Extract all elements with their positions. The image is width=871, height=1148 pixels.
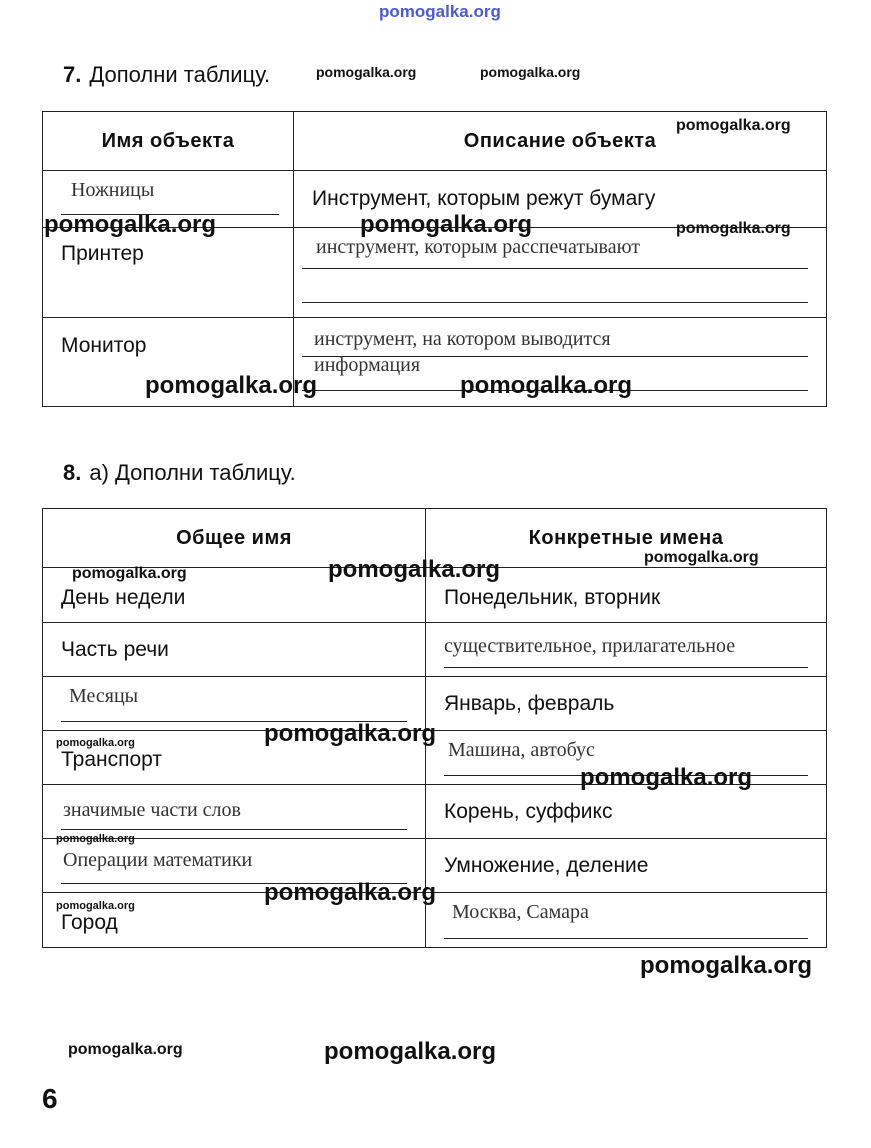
task7-col2-header: Описание объекта	[294, 112, 827, 171]
task7-title: Дополни таблицу.	[89, 62, 271, 87]
task8-col2-header: Конкретные имена	[426, 509, 827, 568]
watermark: pomogalka.org	[316, 64, 417, 80]
task8-row6-specific: Умножение, деление	[426, 839, 827, 893]
task8-row7-general: Город	[43, 893, 426, 948]
watermark: pomogalka.org	[676, 117, 791, 134]
watermark: pomogalka.org	[56, 737, 135, 749]
task8-heading	[63, 460, 296, 486]
task8-row3-specific: Январь, февраль	[426, 677, 827, 731]
watermark: pomogalka.org	[644, 549, 759, 566]
task7-col1-header: Имя объекта	[43, 112, 294, 171]
task8-number: 8.	[63, 460, 82, 485]
watermark: pomogalka.org	[264, 879, 437, 906]
task7-table	[42, 111, 827, 407]
task8-row2-specific-cell	[426, 623, 827, 677]
watermark: pomogalka.org	[72, 565, 187, 582]
answer-line	[61, 829, 407, 830]
task7-row2-desc-cell	[294, 228, 827, 318]
page-number: 6	[42, 1083, 58, 1114]
task8-title: а) Дополни таблицу.	[89, 460, 296, 485]
task7-row1-name: Ножницы	[71, 179, 155, 201]
task7-heading	[63, 62, 270, 88]
task8-row1-specific: Понедельник, вторник	[426, 568, 827, 623]
task7-row2-desc: инструмент, которым расспечатывают	[316, 236, 641, 258]
task7-row2-name: Принтер	[43, 228, 294, 318]
task8-row6-general: Операции математики	[63, 849, 253, 871]
top-watermark: pomogalka.org	[379, 2, 501, 21]
task7-row3-name: Монитор	[43, 318, 294, 407]
watermark: pomogalka.org	[460, 372, 633, 399]
task7-row3-desc: инструмент, на котором выводится информация	[314, 328, 611, 376]
task8-row3-general: Месяцы	[69, 685, 139, 707]
task8-row5-general: значимые части слов	[63, 799, 241, 821]
watermark: pomogalka.org	[640, 952, 813, 979]
watermark: pomogalka.org	[44, 211, 217, 238]
watermark: pomogalka.org	[264, 720, 437, 747]
watermark: pomogalka.org	[56, 833, 135, 845]
watermark: pomogalka.org	[145, 372, 318, 399]
watermark: pomogalka.org	[580, 764, 753, 791]
answer-line	[444, 938, 808, 939]
task7-row	[43, 228, 827, 318]
task8-row	[43, 785, 827, 839]
answer-line	[302, 356, 808, 357]
task8-row2-specific: существительное, прилагательное	[444, 635, 736, 657]
watermark: pomogalka.org	[676, 220, 791, 237]
watermark: pomogalka.org	[324, 1038, 497, 1065]
answer-line	[302, 268, 808, 269]
answer-line	[444, 667, 808, 668]
task8-col1-header: Общее имя	[43, 509, 426, 568]
watermark: pomogalka.org	[328, 556, 501, 583]
task8-row5-specific: Корень, суффикс	[426, 785, 827, 839]
task7-number: 7.	[63, 62, 82, 87]
task8-row4-general: Транспорт	[43, 731, 426, 785]
task8-row7-specific-cell	[426, 893, 827, 948]
task8-row2-general: Часть речи	[43, 623, 426, 677]
task8-row5-general-cell	[43, 785, 426, 839]
watermark: pomogalka.org	[480, 64, 581, 80]
watermark: pomogalka.org	[360, 211, 533, 238]
answer-line	[302, 302, 808, 303]
task8-row7-specific: Москва, Самара	[452, 901, 589, 923]
task8-row4-specific: Машина, автобус	[448, 739, 595, 761]
watermark: pomogalka.org	[68, 1041, 183, 1058]
task8-row1-general: День недели	[43, 568, 426, 623]
watermark: pomogalka.org	[56, 900, 135, 912]
task8-row	[43, 623, 827, 677]
task7-row1-desc: Инструмент, которым режут бумагу	[294, 171, 827, 228]
